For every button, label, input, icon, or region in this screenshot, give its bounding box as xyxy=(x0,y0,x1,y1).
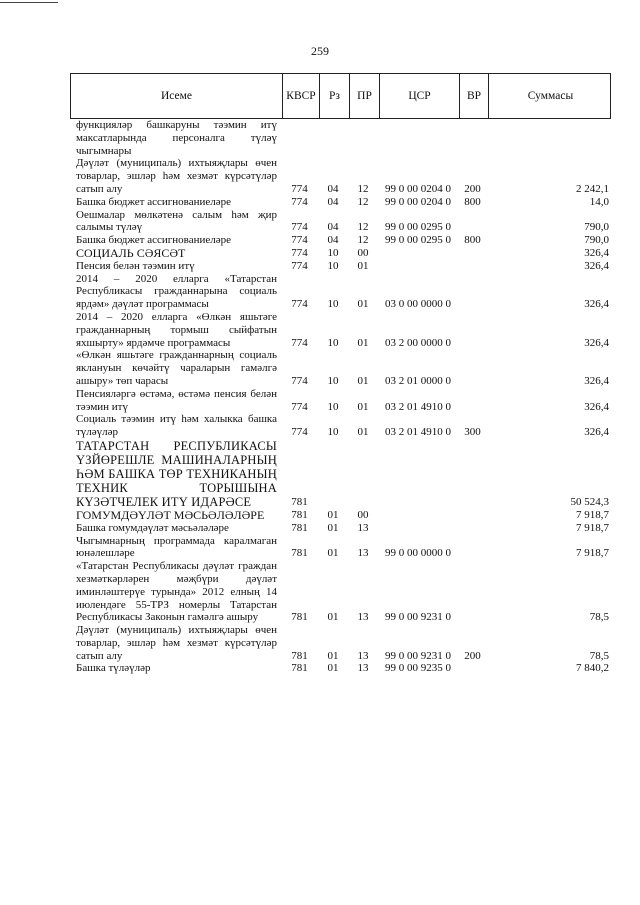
row-csr: 99 0 00 9231 0 xyxy=(385,649,451,662)
table-body xyxy=(70,119,611,847)
row-rz: 04 xyxy=(327,195,339,208)
row-name: Башка түләүләр xyxy=(76,662,151,675)
row-kvsr: 781 xyxy=(291,521,308,534)
row-name: СОЦИАЛЬ СӘЯСӘТ xyxy=(76,245,186,260)
row-vr: 800 xyxy=(464,234,481,247)
row-name: Башка бюджет ассигнованиеләре xyxy=(76,195,231,208)
row-name: ТАТАРСТАН РЕСПУБЛИКАСЫ ҮЗЙӨРЕШЛЕ МАШИНАЛАРНЫҢ ҺӘМ БАШКА ТӨР ТЕХНИКАНЫҢ ТЕХНИК ТОРЫШЫНА КҮЗӘТЧЕЛЕК ИТҮ ИДАРӘСЕ xyxy=(76,438,277,509)
row-rz: 04 xyxy=(327,182,339,195)
row-sum: 326,4 xyxy=(584,298,609,311)
table-row xyxy=(70,247,611,260)
table-row xyxy=(70,260,611,273)
table-row xyxy=(70,624,611,662)
row-rz: 04 xyxy=(327,221,339,234)
row-kvsr: 774 xyxy=(291,259,308,272)
row-pr: 12 xyxy=(357,221,369,234)
header-name: Исеме xyxy=(160,90,193,102)
table-header xyxy=(70,73,611,119)
row-rz: 01 xyxy=(327,547,339,560)
row-kvsr: 781 xyxy=(291,611,308,624)
row-sum: 78,5 xyxy=(589,649,609,662)
row-name: Чыгымнарның программада каралмаган юнәлешләре xyxy=(76,534,277,560)
row-kvsr: 774 xyxy=(291,195,308,208)
row-name: Оешмалар мөлкәтенә салым һәм җир салымы түләү xyxy=(76,208,277,234)
row-sum: 326,4 xyxy=(584,336,609,349)
row-rz: 10 xyxy=(327,426,339,439)
row-sum: 326,4 xyxy=(584,374,609,387)
row-rz: 01 xyxy=(327,508,339,521)
table-row xyxy=(70,413,611,439)
top-rule xyxy=(0,2,58,3)
row-name: Башка бюджет ассигнованиеләре xyxy=(76,234,231,247)
table-row xyxy=(70,209,611,235)
row-sum: 326,4 xyxy=(584,246,609,259)
row-csr: 03 2 01 4910 0 xyxy=(385,400,451,413)
row-csr: 99 0 00 0295 0 xyxy=(385,221,451,234)
row-pr: 12 xyxy=(357,195,369,208)
row-rz: 10 xyxy=(327,246,339,259)
row-sum: 790,0 xyxy=(584,221,609,234)
row-rz: 04 xyxy=(327,234,339,247)
row-kvsr: 774 xyxy=(291,336,308,349)
row-name: 2014 – 2020 елларга «Өлкән яшьтәге гражданнарның тормыш сыйфатын яхшырту» ярдәмче программасы xyxy=(76,310,277,349)
table-row xyxy=(70,157,611,195)
row-rz: 10 xyxy=(327,259,339,272)
row-pr: 01 xyxy=(357,400,369,413)
row-name: 2014 – 2020 елларга «Татарстан Республикасы гражданнарына социаль ярдәм» дәүләт программасы xyxy=(76,272,277,311)
row-name: Дәүләт (муниципаль) ихтыяҗлары өчен товарлар, эшләр һәм хезмәт күрсәтүләр сатып алу xyxy=(76,624,277,662)
row-kvsr: 774 xyxy=(291,298,308,311)
row-rz: 01 xyxy=(327,649,339,662)
row-pr: 01 xyxy=(357,298,369,311)
row-csr: 99 0 00 9235 0 xyxy=(385,662,451,675)
row-vr: 200 xyxy=(464,649,481,662)
budget-table xyxy=(70,73,611,847)
row-csr: 03 2 01 0000 0 xyxy=(385,374,451,387)
row-vr: 800 xyxy=(464,195,481,208)
row-kvsr: 781 xyxy=(291,662,308,675)
row-pr: 13 xyxy=(357,547,369,560)
row-pr: 01 xyxy=(357,259,369,272)
row-kvsr: 774 xyxy=(291,221,308,234)
row-pr: 13 xyxy=(357,662,369,675)
row-kvsr: 774 xyxy=(291,400,308,413)
table-row xyxy=(70,522,611,535)
row-pr: 00 xyxy=(357,246,369,259)
row-pr: 12 xyxy=(357,182,369,195)
row-sum: 326,4 xyxy=(584,426,609,439)
table-row xyxy=(70,311,611,349)
row-name: Социаль тәэмин итү һәм халыкка башка түләүләр xyxy=(76,413,277,439)
row-name: ГОМУМДӘҮЛӘТ МӘСЬӘЛӘЛӘРЕ xyxy=(76,507,265,522)
row-pr: 12 xyxy=(357,234,369,247)
table-row xyxy=(70,119,611,157)
page-number: 259 xyxy=(311,44,329,58)
row-pr: 01 xyxy=(357,426,369,439)
row-sum: 7 840,2 xyxy=(576,662,609,675)
row-pr: 01 xyxy=(357,374,369,387)
table-row xyxy=(70,196,611,209)
row-pr: 13 xyxy=(357,649,369,662)
table-row xyxy=(70,509,611,522)
row-sum: 2 242,1 xyxy=(576,182,609,195)
row-name: «Татарстан Республикасы дәүләт граждан хезмәткәрләрен мәҗбүри дәүләт иминләштерүе турында» 2012 елның 14 июлендәге 55-ТРЗ номерлы Татарстан Республикасы Законын гамәлгә ашыру xyxy=(76,560,277,624)
row-rz: 01 xyxy=(327,662,339,675)
row-sum: 326,4 xyxy=(584,400,609,413)
row-pr: 13 xyxy=(357,521,369,534)
row-rz: 10 xyxy=(327,374,339,387)
row-name: Башка гомумдәүләт мәсьәләләре xyxy=(76,521,229,534)
row-rz: 01 xyxy=(327,611,339,624)
row-rz: 10 xyxy=(327,336,339,349)
row-kvsr: 781 xyxy=(291,547,308,560)
table-row xyxy=(70,535,611,561)
row-csr: 03 2 01 4910 0 xyxy=(385,426,451,439)
header-rz: Рз xyxy=(319,74,349,118)
row-rz: 10 xyxy=(327,298,339,311)
row-vr: 300 xyxy=(464,426,481,439)
row-pr: 00 xyxy=(357,508,369,521)
row-csr: 03 2 00 0000 0 xyxy=(385,336,451,349)
row-name: Пенсияләргә өстәмә, өстәмә пенсия белән тәэмин итү xyxy=(76,387,277,413)
row-csr: 99 0 00 0204 0 xyxy=(385,195,451,208)
row-rz: 10 xyxy=(327,400,339,413)
row-kvsr: 774 xyxy=(291,374,308,387)
table-row xyxy=(70,273,611,311)
row-csr: 03 0 00 0000 0 xyxy=(385,298,451,311)
row-csr: 99 0 00 9231 0 xyxy=(385,611,451,624)
row-kvsr: 774 xyxy=(291,234,308,247)
row-name: Пенсия белән тәэмин итү xyxy=(76,259,195,272)
table-row xyxy=(70,349,611,387)
header-pr: ПР xyxy=(349,74,379,118)
row-kvsr: 781 xyxy=(291,496,308,509)
row-kvsr: 774 xyxy=(291,426,308,439)
row-sum: 7 918,7 xyxy=(576,508,609,521)
row-sum: 50 524,3 xyxy=(570,496,609,509)
row-sum: 14,0 xyxy=(589,195,609,208)
row-name: «Өлкән яшьтәге гражданнарның социаль яклануын көчәйтү чараларын гамәлгә ашыру» төп чарасы xyxy=(76,349,277,387)
row-name: Дәүләт (муниципаль) ихтыяҗлары өчен товарлар, эшләр һәм хезмәт күрсәтүләр сатып алу xyxy=(76,157,277,195)
row-sum: 78,5 xyxy=(589,611,609,624)
row-kvsr: 781 xyxy=(291,649,308,662)
header-csr: ЦСР xyxy=(379,74,459,118)
row-vr: 200 xyxy=(464,182,481,195)
row-sum: 7 918,7 xyxy=(576,547,609,560)
row-kvsr: 774 xyxy=(291,246,308,259)
header-kvsr: КВСР xyxy=(282,74,319,118)
header-vr: ВР xyxy=(459,74,488,118)
row-sum: 326,4 xyxy=(584,259,609,272)
table-row xyxy=(70,388,611,414)
row-csr: 99 0 00 0295 0 xyxy=(385,234,451,247)
row-sum: 7 918,7 xyxy=(576,521,609,534)
row-kvsr: 781 xyxy=(291,508,308,521)
table-row xyxy=(70,560,611,624)
row-pr: 01 xyxy=(357,336,369,349)
row-pr: 13 xyxy=(357,611,369,624)
table-row xyxy=(70,662,611,675)
row-rz: 01 xyxy=(327,521,339,534)
header-sum: Суммасы xyxy=(488,74,612,118)
row-sum: 790,0 xyxy=(584,234,609,247)
row-name: функцияләр башкаруны тәэмин итү максатларында персоналга түләү чыгымнары xyxy=(76,119,277,157)
row-kvsr: 774 xyxy=(291,182,308,195)
row-csr: 99 0 00 0204 0 xyxy=(385,182,451,195)
table-row xyxy=(70,439,611,509)
row-csr: 99 0 00 0000 0 xyxy=(385,547,451,560)
